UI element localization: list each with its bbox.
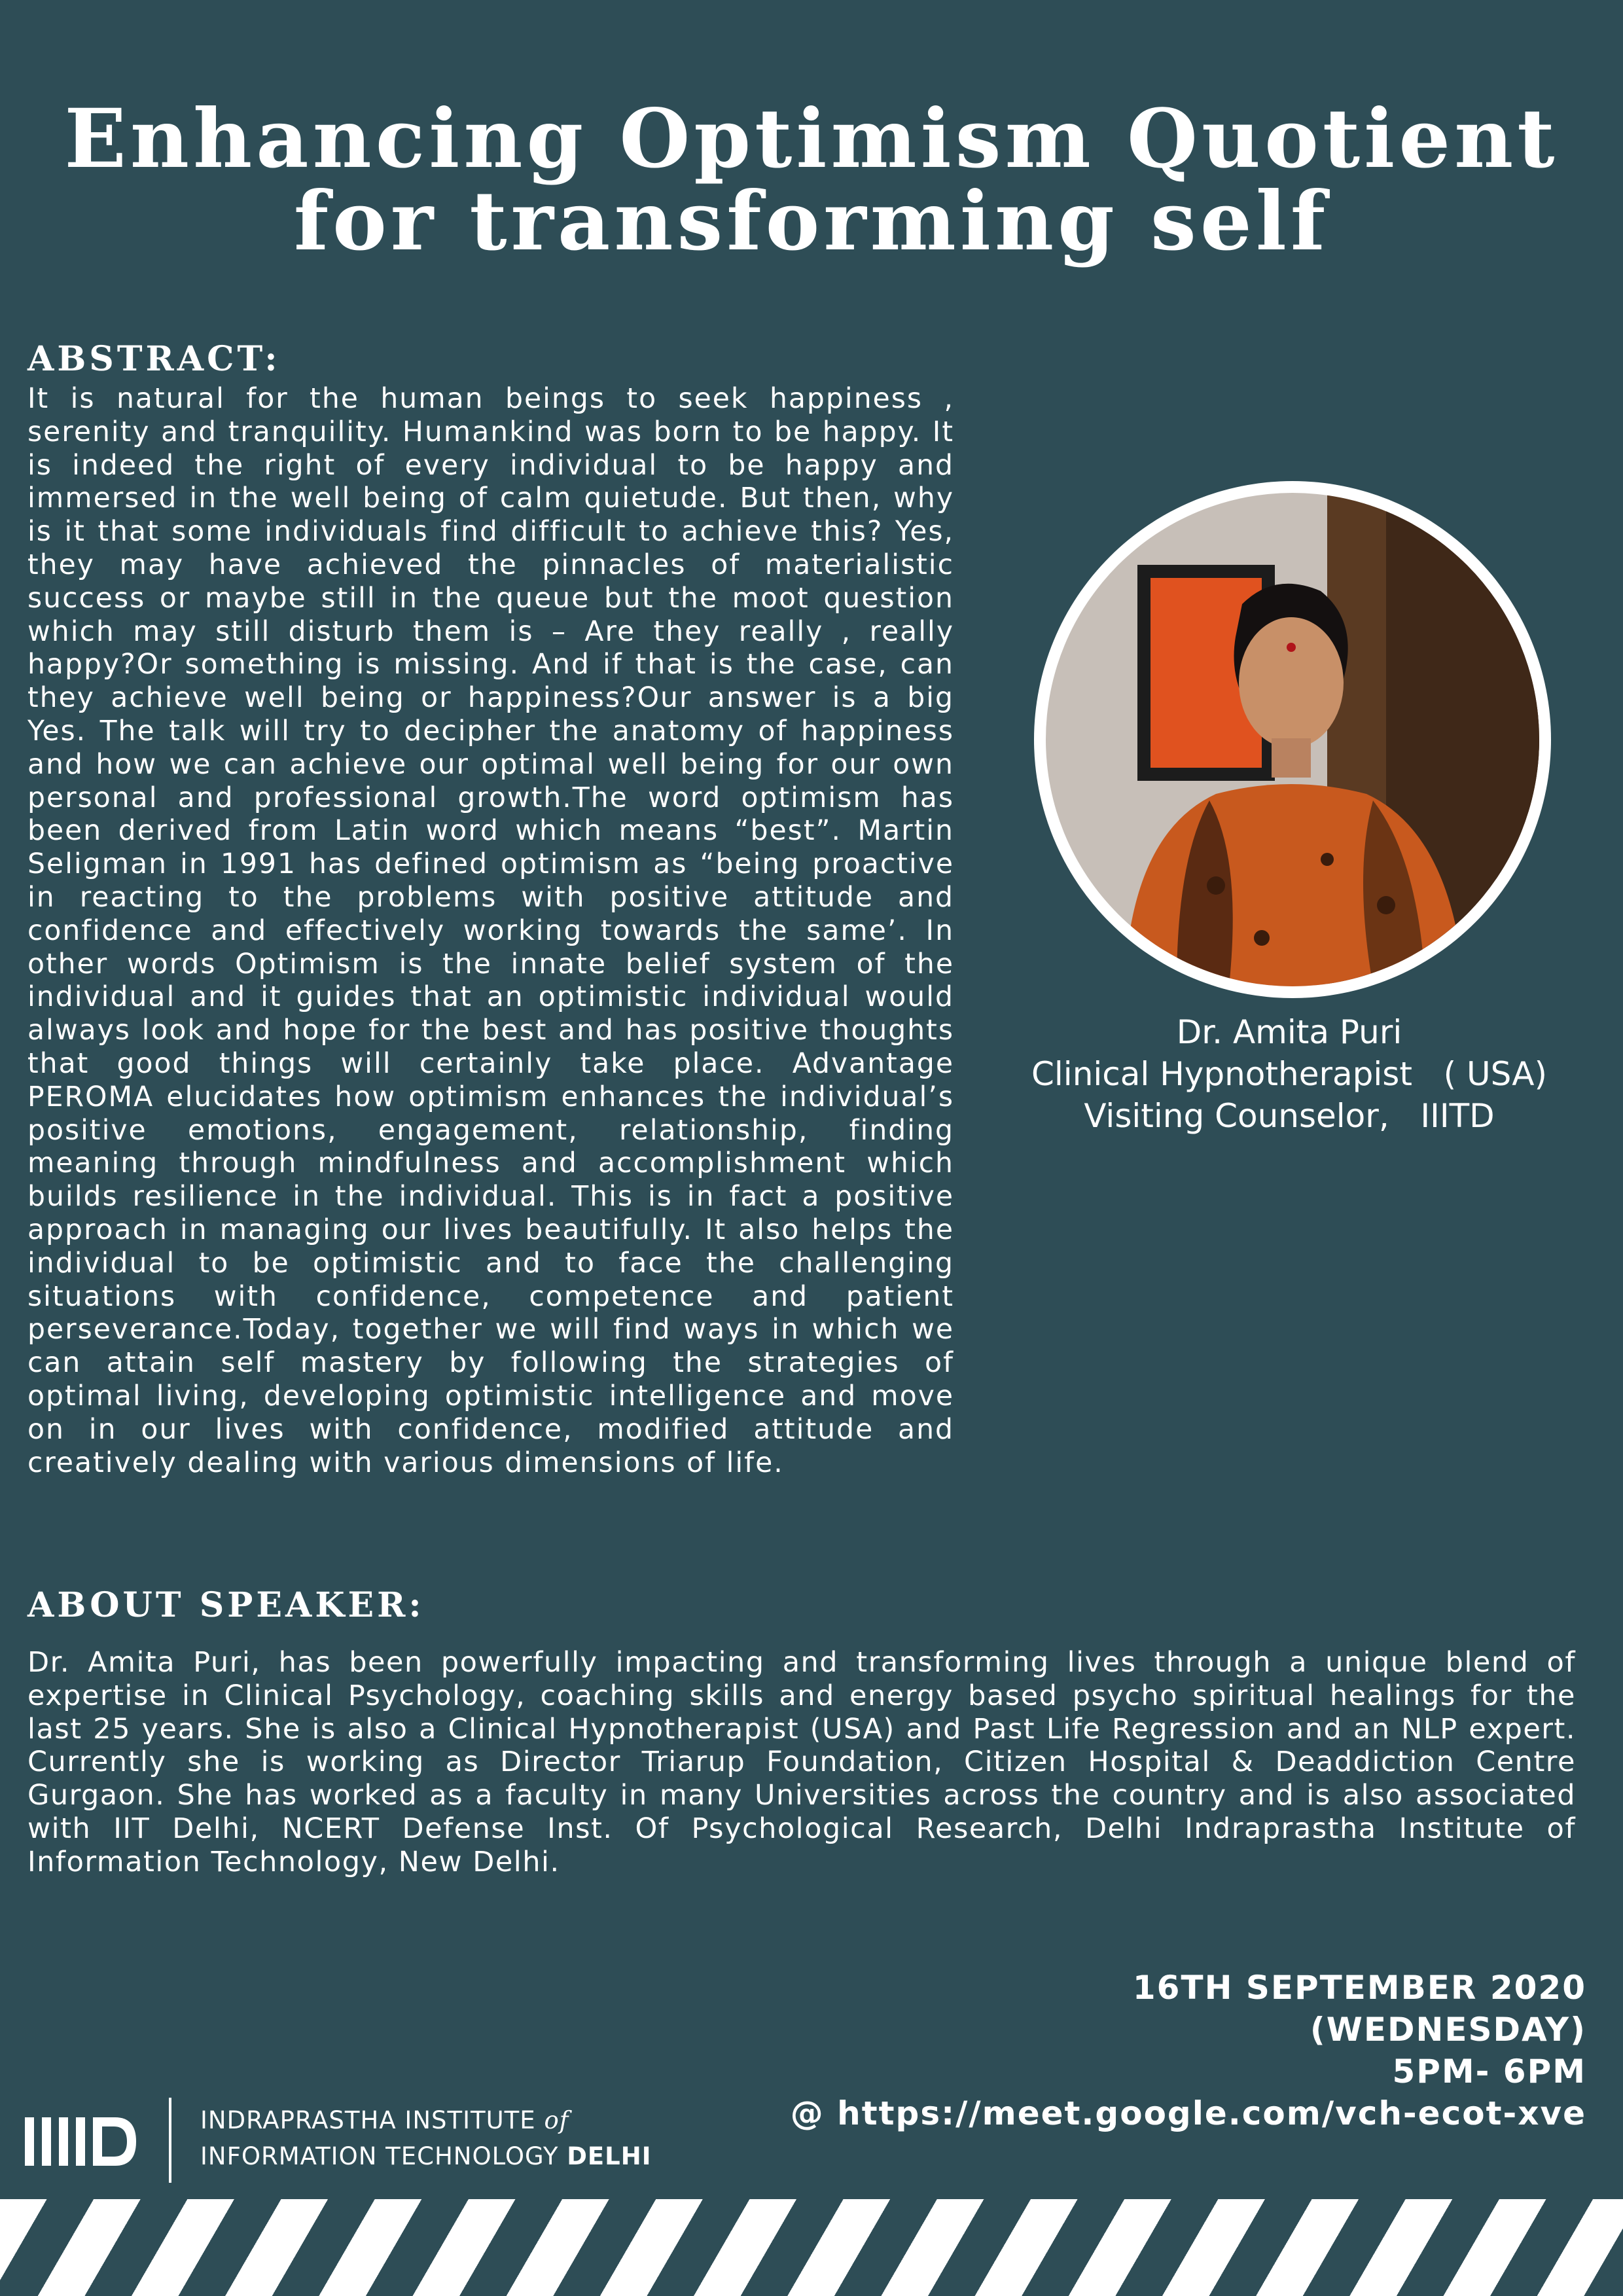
- title-line-1: Enhancing Optimism Quotient: [64, 92, 1559, 187]
- speaker-role-1: Clinical Hypnotherapist ( USA): [1031, 1055, 1547, 1093]
- logo-divider: [169, 2098, 171, 2183]
- speaker-card: [982, 1011, 1597, 1137]
- institute-name-line-2: INFORMATION TECHNOLOGY: [200, 2142, 567, 2170]
- institute-name: [200, 2102, 651, 2174]
- event-date: 16TH SEPTEMBER 2020: [1132, 1969, 1586, 2007]
- iiitd-logo-mark: [24, 2094, 154, 2186]
- institute-name-line-1: INDRAPRASTHA INSTITUTE: [200, 2106, 544, 2134]
- meeting-link[interactable]: @ https://meet.google.com/vch-ecot-xve: [790, 2094, 1586, 2132]
- event-details: [791, 1967, 1586, 2134]
- event-day: (WEDNESDAY): [1310, 2011, 1586, 2049]
- institute-name-delhi: DELHI: [567, 2142, 652, 2170]
- about-speaker-heading: ABOUT SPEAKER:: [27, 1585, 425, 1625]
- abstract-heading: ABSTRACT:: [27, 339, 281, 379]
- poster-title: [0, 92, 1623, 269]
- speaker-photo: [1046, 493, 1539, 986]
- decorative-stripes: [0, 2199, 1623, 2296]
- title-line-2: for transforming self: [293, 174, 1330, 269]
- speaker-name: Dr. Amita Puri: [1176, 1013, 1402, 1051]
- speaker-photo-frame: [1034, 481, 1551, 998]
- about-speaker-text: Dr. Amita Puri, has been powerfully impacting and transforming lives through a unique blend of expertise in Clinical Psychology, coaching skills and energy based psycho spiritual healings for the last 25 years. She is also a Clinical Hypnotherapist (USA) and Past Life Regression and an NLP expert. Currently she is working as Director Triarup Foundation, Citizen Hospital & Deaddiction Centre Gurgaon. She has worked as a faculty in many Universities across the country and is also associated with IIT Delhi, NCERT Defense Inst. Of Psychological Research, Delhi Indraprastha Institute of Information Technology, New Delhi.: [27, 1646, 1576, 1878]
- event-time: 5PM- 6PM: [1392, 2053, 1586, 2090]
- abstract-text: It is natural for the human beings to seek happiness , serenity and tranquility. Humankind was born to be happy. It is indeed the right of every individual to be happy and immersed in the well being of calm quietude. But then, why is it that some individuals find difficult to achieve this? Yes, they may have achieved the pinnacles of materialistic success or maybe still in the queue but the moot question which may still disturb them is – Are they really , really happy?Or something is missing. And if that is the case, can they achieve well being or happiness?Our answer is a big Yes. The talk will try to decipher the anatomy of happiness and how we can achieve our optimal well being for our own personal and professional growth.The word optimism has been derived from Latin word which means “best”. Martin Seligman in 1991 has defined optimism as “being proactive in reacting to the problems with positive attitude and confidence and effectively working towards the same’. In other words Optimism is the innate belief system of the individual and it guides that an optimistic individual would always look and hope for the best and has positive thoughts that good things will certainly take place. Advantage PEROMA elucidates how optimism enhances the individual’s positive emotions, engagement, relationship, finding meaning through mindfulness and accomplishment which builds resilience in the individual. This is in fact a positive approach in managing our lives beautifully. It also helps the individual to be optimistic and to face the challenging situations with confidence, competence and patient perseverance.Today, together we will find ways in which we can attain self mastery by following the strategies of optimal living, developing optimistic intelligence and move on in our lives with confidence, modified attitude and creatively dealing with various dimensions of life.: [27, 383, 954, 1479]
- speaker-role-2: Visiting Counselor, IIITD: [1084, 1097, 1495, 1135]
- institute-name-of: of: [544, 2106, 569, 2134]
